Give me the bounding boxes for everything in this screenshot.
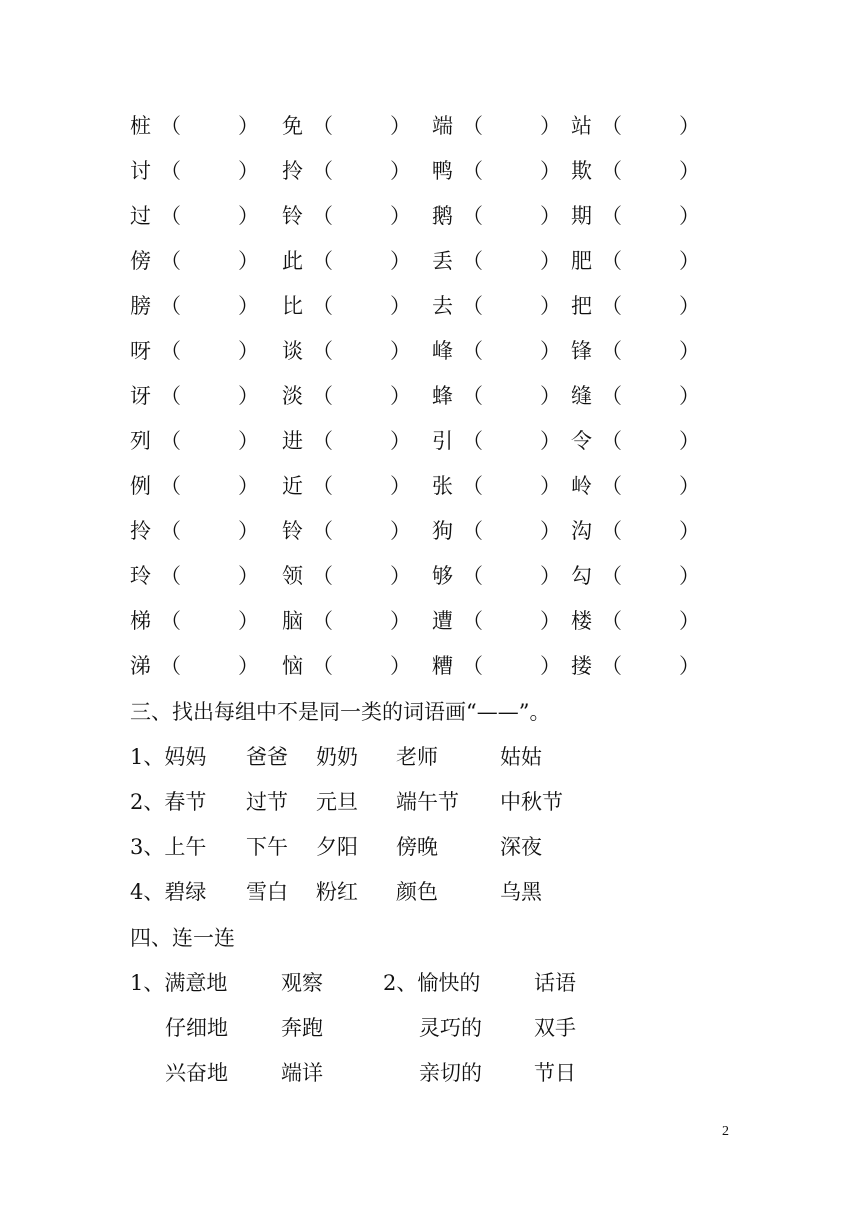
close-paren: ） <box>390 249 411 273</box>
close-paren: ） <box>540 249 561 273</box>
word: 老师 <box>396 745 438 769</box>
char: 谈 <box>282 339 303 363</box>
close-paren: ） <box>390 654 411 678</box>
close-paren: ） <box>679 204 700 228</box>
char: 勾 <box>571 564 592 588</box>
close-paren: ） <box>679 159 700 183</box>
open-paren: （ <box>160 384 181 408</box>
section4-title: 四、连一连 <box>130 926 235 950</box>
word: 1、妈妈 <box>130 745 207 769</box>
char-row <box>0 374 860 419</box>
word: 过节 <box>246 790 288 814</box>
char: 搂 <box>571 654 592 678</box>
char: 狗 <box>432 519 453 543</box>
close-paren: ） <box>679 384 700 408</box>
word-group <box>0 825 860 870</box>
char: 令 <box>571 429 592 453</box>
char-row <box>0 554 860 599</box>
char: 讨 <box>130 159 151 183</box>
close-paren: ） <box>390 114 411 138</box>
char: 玲 <box>130 564 151 588</box>
char: 肥 <box>571 249 592 273</box>
char: 期 <box>571 204 592 228</box>
word: 深夜 <box>500 835 542 859</box>
char: 引 <box>432 429 453 453</box>
char: 桩 <box>130 114 151 138</box>
close-paren: ） <box>238 429 259 453</box>
word: 夕阳 <box>316 835 358 859</box>
char-row <box>0 419 860 464</box>
close-paren: ） <box>540 339 561 363</box>
close-paren: ） <box>238 654 259 678</box>
open-paren: （ <box>601 114 622 138</box>
char: 端 <box>432 114 453 138</box>
match-row <box>0 961 860 1006</box>
char: 讶 <box>130 384 151 408</box>
match-word: 双手 <box>534 1016 576 1040</box>
word: 端午节 <box>396 790 459 814</box>
word: 中秋节 <box>500 790 563 814</box>
close-paren: ） <box>238 564 259 588</box>
open-paren: （ <box>312 564 333 588</box>
open-paren: （ <box>601 564 622 588</box>
char: 膀 <box>130 294 151 318</box>
char-row <box>0 464 860 509</box>
open-paren: （ <box>601 609 622 633</box>
close-paren: ） <box>238 249 259 273</box>
word: 粉红 <box>316 880 358 904</box>
word: 2、春节 <box>130 790 207 814</box>
open-paren: （ <box>601 204 622 228</box>
close-paren: ） <box>390 339 411 363</box>
close-paren: ） <box>238 204 259 228</box>
open-paren: （ <box>312 609 333 633</box>
char: 糟 <box>432 654 453 678</box>
word: 爸爸 <box>246 745 288 769</box>
char-row <box>0 149 860 194</box>
word: 奶奶 <box>316 745 358 769</box>
close-paren: ） <box>540 474 561 498</box>
char: 脑 <box>282 609 303 633</box>
open-paren: （ <box>462 384 483 408</box>
char: 站 <box>571 114 592 138</box>
close-paren: ） <box>238 384 259 408</box>
open-paren: （ <box>160 249 181 273</box>
open-paren: （ <box>160 204 181 228</box>
match-word: 1、满意地 <box>130 971 228 995</box>
char: 岭 <box>571 474 592 498</box>
char: 恼 <box>282 654 303 678</box>
close-paren: ） <box>679 429 700 453</box>
char-row <box>0 644 860 689</box>
close-paren: ） <box>238 159 259 183</box>
open-paren: （ <box>601 384 622 408</box>
close-paren: ） <box>238 519 259 543</box>
open-paren: （ <box>312 294 333 318</box>
open-paren: （ <box>312 474 333 498</box>
close-paren: ） <box>390 384 411 408</box>
char: 丢 <box>432 249 453 273</box>
char: 铃 <box>282 204 303 228</box>
word: 3、上午 <box>130 835 207 859</box>
char-row <box>0 194 860 239</box>
close-paren: ） <box>390 294 411 318</box>
close-paren: ） <box>679 609 700 633</box>
char-row <box>0 239 860 284</box>
open-paren: （ <box>160 114 181 138</box>
char: 近 <box>282 474 303 498</box>
open-paren: （ <box>601 654 622 678</box>
char: 梯 <box>130 609 151 633</box>
match-word: 节日 <box>534 1061 576 1085</box>
char: 蜂 <box>432 384 453 408</box>
open-paren: （ <box>160 294 181 318</box>
close-paren: ） <box>679 654 700 678</box>
match-word: 话语 <box>534 971 576 995</box>
open-paren: （ <box>462 654 483 678</box>
close-paren: ） <box>390 204 411 228</box>
close-paren: ） <box>238 114 259 138</box>
close-paren: ） <box>390 609 411 633</box>
open-paren: （ <box>462 204 483 228</box>
close-paren: ） <box>679 339 700 363</box>
open-paren: （ <box>601 294 622 318</box>
char: 遭 <box>432 609 453 633</box>
close-paren: ） <box>540 519 561 543</box>
word: 傍晚 <box>396 835 438 859</box>
open-paren: （ <box>462 249 483 273</box>
match-word: 兴奋地 <box>165 1061 228 1085</box>
char: 此 <box>282 249 303 273</box>
char: 拎 <box>282 159 303 183</box>
close-paren: ） <box>238 474 259 498</box>
open-paren: （ <box>601 159 622 183</box>
word: 雪白 <box>246 880 288 904</box>
open-paren: （ <box>312 384 333 408</box>
char: 呀 <box>130 339 151 363</box>
open-paren: （ <box>160 564 181 588</box>
open-paren: （ <box>312 519 333 543</box>
open-paren: （ <box>462 474 483 498</box>
char: 把 <box>571 294 592 318</box>
open-paren: （ <box>601 474 622 498</box>
close-paren: ） <box>238 339 259 363</box>
open-paren: （ <box>601 519 622 543</box>
open-paren: （ <box>160 339 181 363</box>
close-paren: ） <box>390 474 411 498</box>
char: 淡 <box>282 384 303 408</box>
close-paren: ） <box>679 294 700 318</box>
open-paren: （ <box>160 159 181 183</box>
close-paren: ） <box>679 519 700 543</box>
close-paren: ） <box>390 429 411 453</box>
char: 领 <box>282 564 303 588</box>
char: 够 <box>432 564 453 588</box>
open-paren: （ <box>462 339 483 363</box>
char: 傍 <box>130 249 151 273</box>
open-paren: （ <box>160 429 181 453</box>
word: 元旦 <box>316 790 358 814</box>
word: 姑姑 <box>500 745 542 769</box>
match-word: 观察 <box>281 971 323 995</box>
close-paren: ） <box>540 654 561 678</box>
char: 鸭 <box>432 159 453 183</box>
char: 列 <box>130 429 151 453</box>
match-word: 奔跑 <box>281 1016 323 1040</box>
char: 欺 <box>571 159 592 183</box>
close-paren: ） <box>390 159 411 183</box>
open-paren: （ <box>601 249 622 273</box>
char: 拎 <box>130 519 151 543</box>
close-paren: ） <box>390 564 411 588</box>
word-group <box>0 735 860 780</box>
word: 乌黑 <box>500 880 542 904</box>
open-paren: （ <box>312 249 333 273</box>
open-paren: （ <box>160 519 181 543</box>
close-paren: ） <box>679 474 700 498</box>
open-paren: （ <box>312 114 333 138</box>
open-paren: （ <box>462 114 483 138</box>
open-paren: （ <box>312 429 333 453</box>
char: 去 <box>432 294 453 318</box>
char-row <box>0 104 860 149</box>
char: 沟 <box>571 519 592 543</box>
open-paren: （ <box>312 654 333 678</box>
open-paren: （ <box>462 294 483 318</box>
open-paren: （ <box>601 339 622 363</box>
char: 进 <box>282 429 303 453</box>
close-paren: ） <box>540 114 561 138</box>
char: 免 <box>282 114 303 138</box>
open-paren: （ <box>462 564 483 588</box>
match-word: 灵巧的 <box>419 1016 482 1040</box>
char: 张 <box>432 474 453 498</box>
char: 锋 <box>571 339 592 363</box>
open-paren: （ <box>160 609 181 633</box>
close-paren: ） <box>540 564 561 588</box>
open-paren: （ <box>312 159 333 183</box>
close-paren: ） <box>390 519 411 543</box>
section3-title: 三、找出每组中不是同一类的词语画“——”。 <box>130 700 551 724</box>
char: 峰 <box>432 339 453 363</box>
page-number: 2 <box>722 1124 729 1139</box>
char-row <box>0 599 860 644</box>
close-paren: ） <box>679 114 700 138</box>
char: 缝 <box>571 384 592 408</box>
char: 鹅 <box>432 204 453 228</box>
char-row <box>0 284 860 329</box>
char: 楼 <box>571 609 592 633</box>
close-paren: ） <box>540 159 561 183</box>
char: 比 <box>282 294 303 318</box>
close-paren: ） <box>238 609 259 633</box>
open-paren: （ <box>601 429 622 453</box>
char: 过 <box>130 204 151 228</box>
close-paren: ） <box>540 609 561 633</box>
open-paren: （ <box>160 654 181 678</box>
match-word: 2、愉快的 <box>383 971 481 995</box>
close-paren: ） <box>238 294 259 318</box>
open-paren: （ <box>462 609 483 633</box>
open-paren: （ <box>462 429 483 453</box>
open-paren: （ <box>462 159 483 183</box>
match-word: 亲切的 <box>419 1061 482 1085</box>
close-paren: ） <box>540 384 561 408</box>
word-group <box>0 780 860 825</box>
close-paren: ） <box>540 429 561 453</box>
match-word: 仔细地 <box>165 1016 228 1040</box>
word: 颜色 <box>396 880 438 904</box>
char: 涕 <box>130 654 151 678</box>
char: 铃 <box>282 519 303 543</box>
open-paren: （ <box>462 519 483 543</box>
close-paren: ） <box>540 204 561 228</box>
char-row <box>0 329 860 374</box>
word-group <box>0 870 860 915</box>
word: 下午 <box>246 835 288 859</box>
char: 例 <box>130 474 151 498</box>
close-paren: ） <box>540 294 561 318</box>
close-paren: ） <box>679 564 700 588</box>
match-row <box>0 1006 860 1051</box>
open-paren: （ <box>312 204 333 228</box>
match-word: 端详 <box>281 1061 323 1085</box>
char-row <box>0 509 860 554</box>
word: 4、碧绿 <box>130 880 207 904</box>
open-paren: （ <box>160 474 181 498</box>
open-paren: （ <box>312 339 333 363</box>
match-row <box>0 1051 860 1096</box>
close-paren: ） <box>679 249 700 273</box>
